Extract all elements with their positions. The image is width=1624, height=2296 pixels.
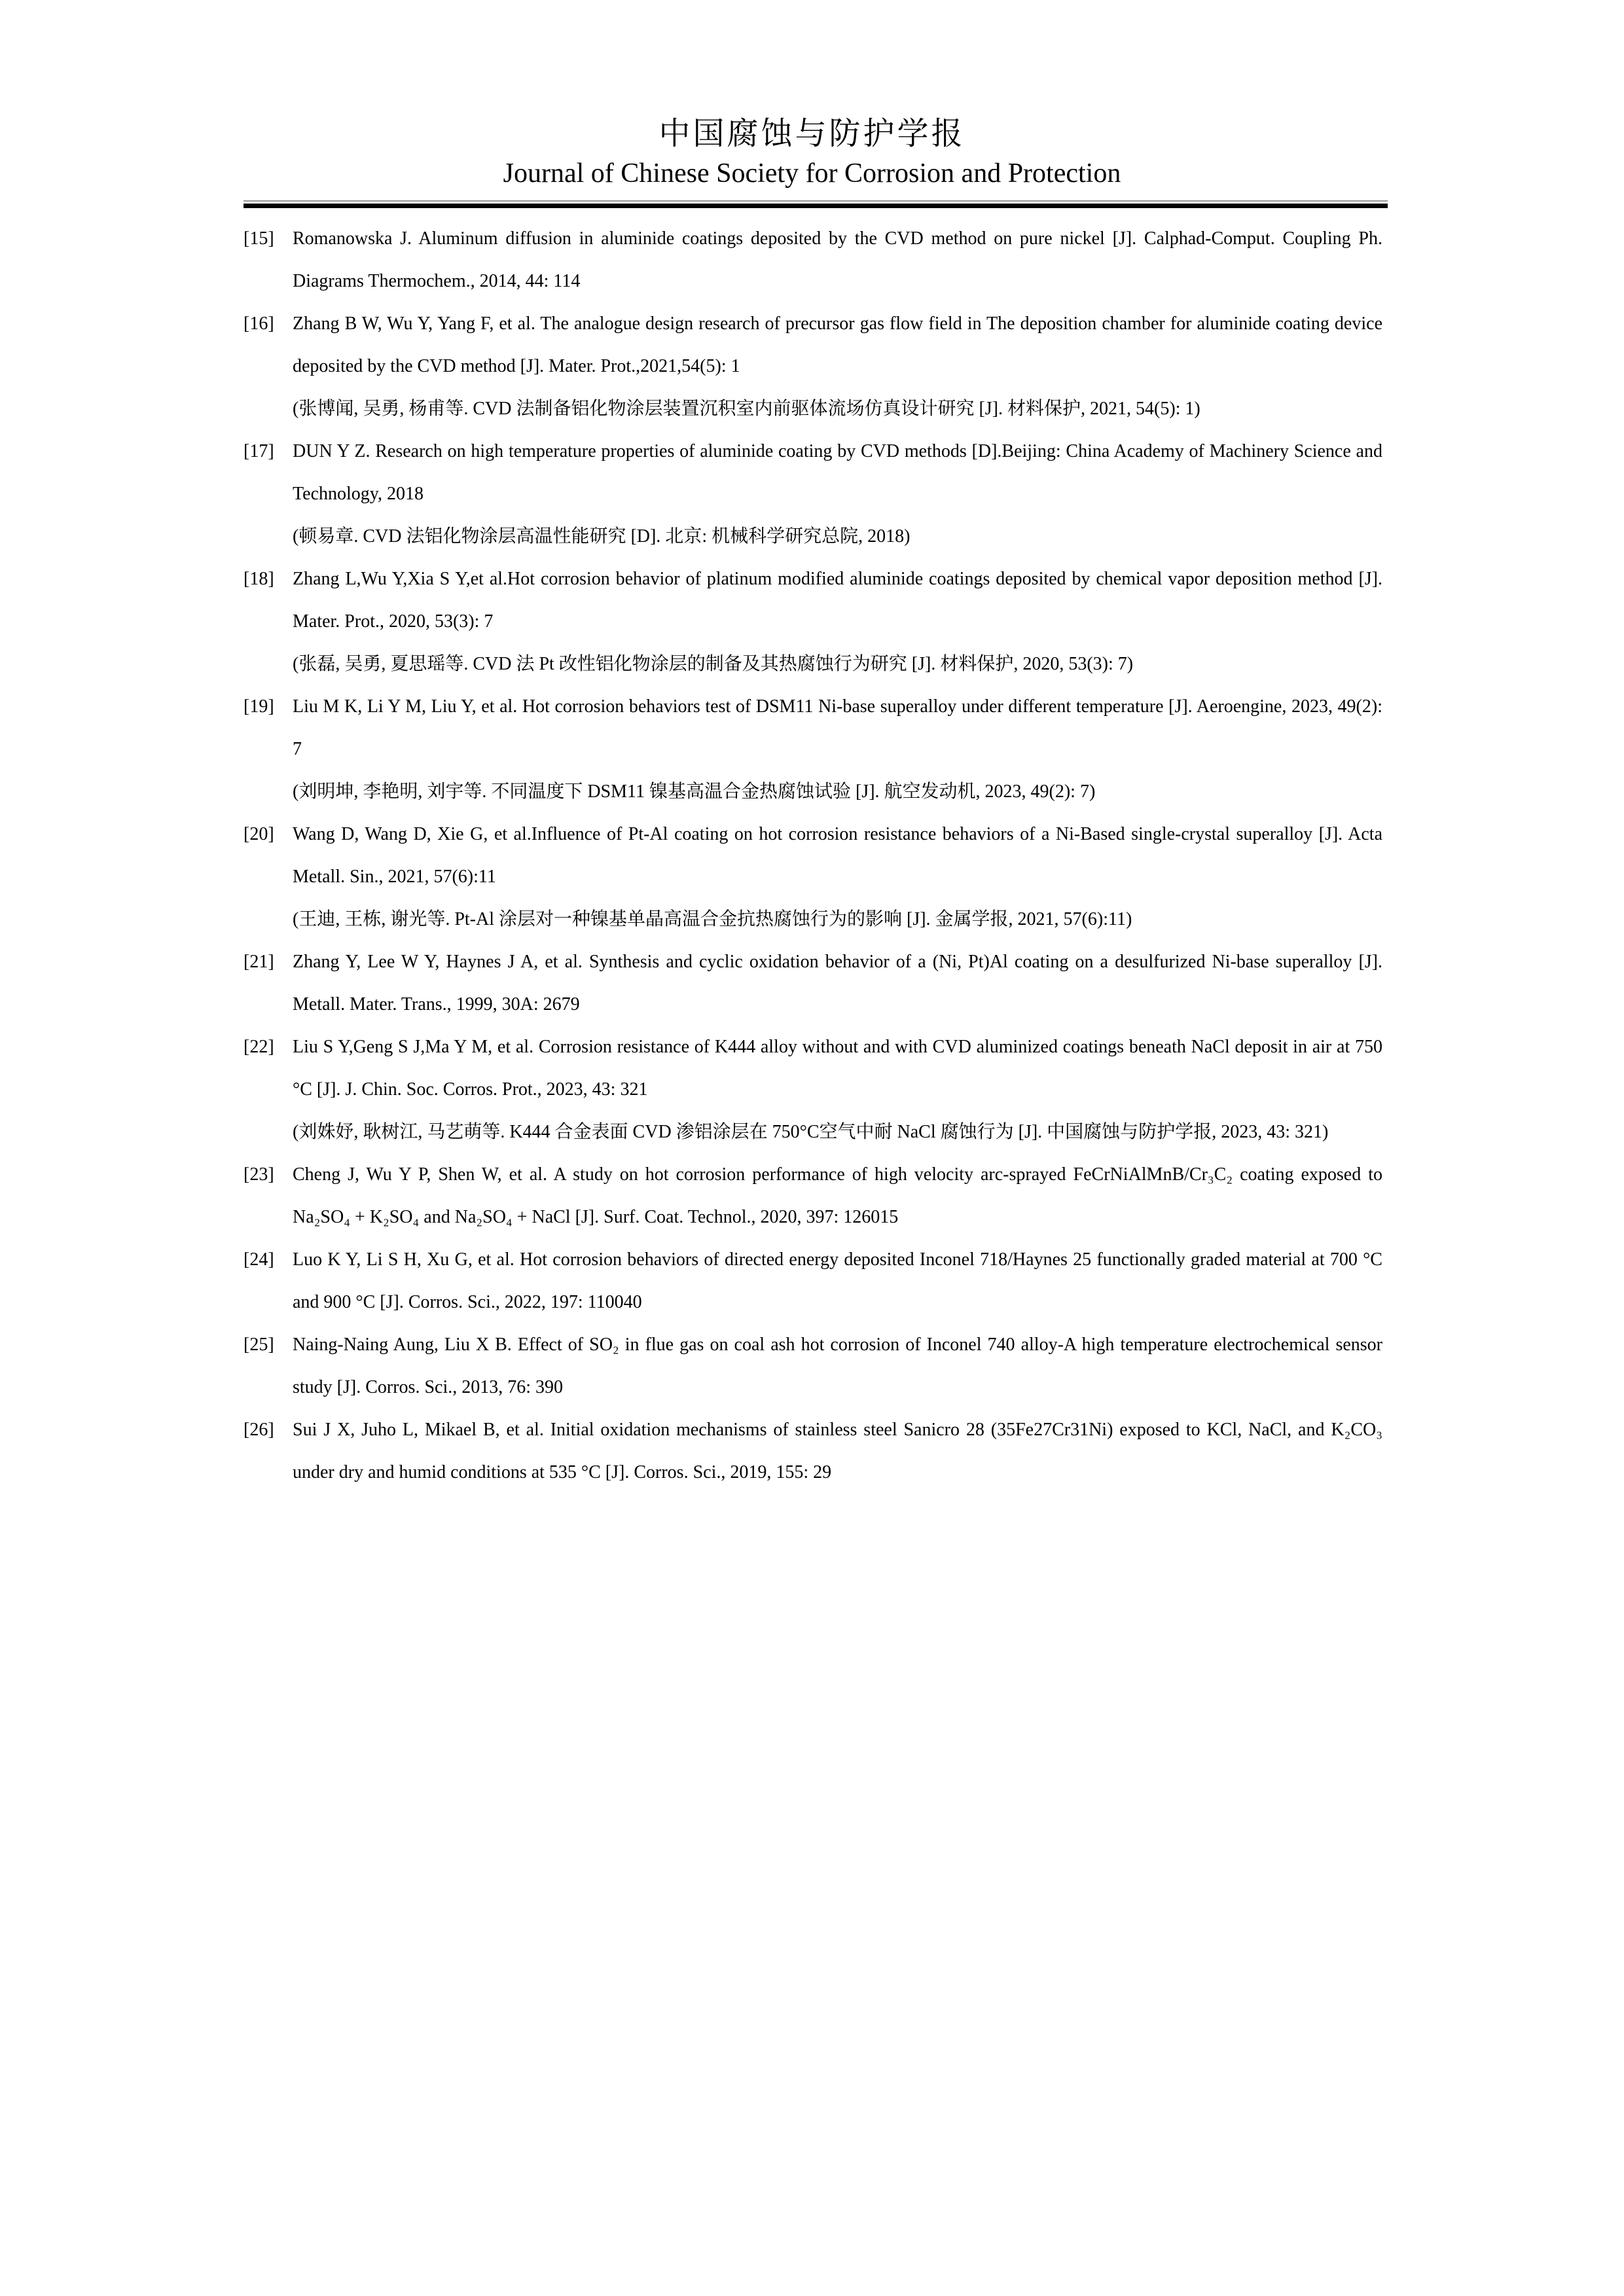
journal-title-english: Journal of Chinese Society for Corrosion and Protection bbox=[503, 158, 1121, 188]
reference-item bbox=[244, 1026, 1382, 1153]
reference-text-en: Luo K Y, Li S H, Xu G, et al. Hot corrosion behaviors of directed energy deposited Inconel 718/Haynes 25 functionally graded material at 700 °C and 900 °C [J]. Corros. Sci., 2022, 197: 110040 bbox=[293, 1249, 1382, 1312]
reference-number: [21] bbox=[244, 952, 274, 972]
reference-text-en: Cheng J, Wu Y P, Shen W, et al. A study on hot corrosion performance of high velocity arc-sprayed FeCrNiAlMnB/Cr₃C₂ coating exposed to Na₂SO₄ + K₂SO₄ and Na₂SO₄ + NaCl [J]. Surf. Coat. Technol., 2020, 397: 126015 bbox=[293, 1164, 1382, 1227]
header-rule-thick-line bbox=[244, 204, 1388, 208]
reference-text-zh: (王迪, 王栋, 谢光等. Pt-Al 涂层对一种镍基单晶高温合金抗热腐蚀行为的影响 [J]. 金属学报, 2021, 57(6):11) bbox=[293, 909, 1132, 929]
reference-text-zh: (刘明坤, 李艳明, 刘宇等. 不同温度下 DSM11 镍基高温合金热腐蚀试验 [J]. 航空发动机, 2023, 49(2): 7) bbox=[293, 781, 1096, 802]
reference-text-en: Liu M K, Li Y M, Liu Y, et al. Hot corrosion behaviors test of DSM11 Ni-base superalloy under different temperature [J]. Aeroengine, 2023, 49(2): 7 bbox=[293, 696, 1382, 759]
reference-item bbox=[244, 1408, 1382, 1494]
reference-text-en: Naing-Naing Aung, Liu X B. Effect of SO₂ in flue gas on coal ash hot corrosion of Inconel 740 alloy-A high temperature electrochemical sensor study [J]. Corros. Sci., 2013, 76: 390 bbox=[293, 1335, 1382, 1397]
reference-item bbox=[244, 685, 1382, 813]
page-header bbox=[0, 0, 1624, 208]
reference-number: [17] bbox=[244, 441, 274, 461]
reference-item bbox=[244, 1238, 1382, 1323]
reference-number: [26] bbox=[244, 1420, 274, 1440]
reference-list bbox=[244, 217, 1382, 1494]
reference-number: [15] bbox=[244, 228, 274, 249]
reference-text-zh: (顿易章. CVD 法铝化物涂层高温性能研究 [D]. 北京: 机械科学研究总院, 2018) bbox=[293, 526, 911, 547]
reference-text-en: Sui J X, Juho L, Mikael B, et al. Initial oxidation mechanisms of stainless steel Sanicro 28 (35Fe27Cr31Ni) exposed to KCl, NaCl, and K₂CO₃ under dry and humid conditions at 535 °C [J]. Corros. Sci., 2019, 155: 29 bbox=[293, 1420, 1382, 1482]
header-rule bbox=[244, 200, 1388, 208]
reference-item bbox=[244, 1153, 1382, 1238]
reference-number: [25] bbox=[244, 1335, 274, 1355]
header-rule-thin-line bbox=[244, 200, 1388, 202]
reference-number: [18] bbox=[244, 569, 274, 589]
reference-item bbox=[244, 941, 1382, 1026]
reference-number: [24] bbox=[244, 1249, 274, 1270]
reference-text-zh: (张磊, 吴勇, 夏思瑶等. CVD 法 Pt 改性铝化物涂层的制备及其热腐蚀行为研究 [J]. 材料保护, 2020, 53(3): 7) bbox=[293, 654, 1134, 674]
reference-number: [22] bbox=[244, 1037, 274, 1057]
reference-text-en: Zhang L,Wu Y,Xia S Y,et al.Hot corrosion behavior of platinum modified aluminide coatings deposited by chemical vapor deposition method [J]. Mater. Prot., 2020, 53(3): 7 bbox=[293, 569, 1382, 632]
reference-number: [16] bbox=[244, 314, 274, 334]
reference-text-en: Zhang Y, Lee W Y, Haynes J A, et al. Synthesis and cyclic oxidation behavior of a (Ni, Pt)Al coating on a desulfurized Ni-base superalloy [J]. Metall. Mater. Trans., 1999, 30A: 2679 bbox=[293, 952, 1382, 1014]
reference-item bbox=[244, 302, 1382, 430]
reference-item bbox=[244, 217, 1382, 302]
reference-item bbox=[244, 813, 1382, 941]
journal-title-chinese: 中国腐蚀与防护学报 bbox=[659, 117, 965, 151]
reference-text-zh: (刘姝妤, 耿树江, 马艺萌等. K444 合金表面 CVD 渗铝涂层在 750°C空气中耐 NaCl 腐蚀行为 [J]. 中国腐蚀与防护学报, 2023, 43: 321) bbox=[293, 1122, 1329, 1142]
reference-text-en: Zhang B W, Wu Y, Yang F, et al. The analogue design research of precursor gas flow field in The deposition chamber for aluminide coating device deposited by the CVD method [J]. Mater. Prot.,2021,54(5): 1 bbox=[293, 314, 1382, 376]
reference-number: [19] bbox=[244, 696, 274, 717]
reference-text-zh: (张博闻, 吴勇, 杨甫等. CVD 法制备铝化物涂层装置沉积室内前驱体流场仿真设计研究 [J]. 材料保护, 2021, 54(5): 1) bbox=[293, 399, 1200, 419]
reference-number: [23] bbox=[244, 1164, 274, 1185]
reference-item bbox=[244, 1323, 1382, 1408]
reference-text-en: Liu S Y,Geng S J,Ma Y M, et al. Corrosion resistance of K444 alloy without and with CVD aluminized coatings beneath NaCl deposit in air at 750 °C [J]. J. Chin. Soc. Corros. Prot., 2023, 43: 321 bbox=[293, 1037, 1382, 1100]
reference-text-en: Wang D, Wang D, Xie G, et al.Influence of Pt-Al coating on hot corrosion resistance behaviors of a Ni-Based single-crystal superalloy [J]. Acta Metall. Sin., 2021, 57(6):11 bbox=[293, 824, 1382, 887]
reference-text-en: DUN Y Z. Research on high temperature properties of aluminide coating by CVD methods [D].Beijing: China Academy of Machinery Science and Technology, 2018 bbox=[293, 441, 1382, 504]
reference-number: [20] bbox=[244, 824, 274, 844]
reference-item bbox=[244, 558, 1382, 685]
reference-text-en: Romanowska J. Aluminum diffusion in aluminide coatings deposited by the CVD method on pure nickel [J]. Calphad-Comput. Coupling Ph. Diagrams Thermochem., 2014, 44: 114 bbox=[293, 228, 1382, 291]
reference-item bbox=[244, 430, 1382, 558]
